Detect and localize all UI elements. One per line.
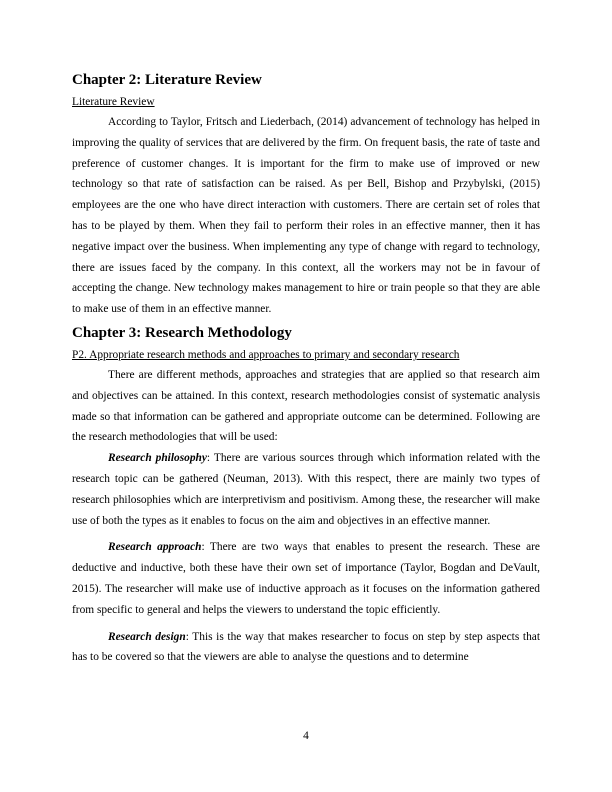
page-number: 4: [303, 730, 309, 742]
research-design-text: : This is the way that makes researcher to focus on step by step aspects that has to be covered so that the viewers are able to analyse the questions and to determine: [72, 630, 540, 664]
research-methods-subheading: P2. Appropriate research methods and approaches to primary and secondary research: [72, 348, 460, 361]
methodology-intro-paragraph: There are different methods, approaches and strategies that are applied so that research aim and objectives can be attained. In this context, research methodologies consist of systematic analysis made so that information can be gathered and appropriate outcome can be determined. Following are the research methodologies that will be used:: [72, 368, 540, 444]
research-philosophy-term: Research philosophy: [108, 452, 207, 465]
research-approach-text: : There are two ways that enables to present the research. These are deductive and inductive, both these have their own set of importance (Taylor, Bogdan and DeVault, 2015). The researcher will make use of inductive approach as it focuses on the information gathered from specific to general and helps the viewers to understand the topic efficiently.: [72, 541, 540, 616]
research-approach-term: Research approach: [108, 541, 202, 554]
research-approach-paragraph: [72, 537, 540, 620]
document-page: [72, 70, 540, 668]
research-philosophy-paragraph: [72, 448, 540, 531]
literature-review-subheading: Literature Review: [72, 96, 155, 108]
research-philosophy-text: : There are various sources through which information related with the research topic can be gathered (Neuman, 2013). With this respect, there are mainly two types of research philosophies which are interpretivism and positivism. Among these, the researcher will make use of both the types as it enables to focus on the aim and objectives in an effective manner.: [72, 452, 541, 527]
chapter-2-heading: Chapter 2: Literature Review: [72, 72, 262, 88]
literature-review-paragraph: According to Taylor, Fritsch and Liederbach, (2014) advancement of technology has helped in improving the quality of services that are delivered by the firm. On frequent basis, the rate of taste and preference of customer changes. It is important for the firm to make use of improved or new technology so that rate of satisfaction can be raised. As per Bell, Bishop and Przybylski, (2015) employees are the one who have direct interaction with customers. There are certain set of roles that has to be played by them. When they fail to perform their roles in an effective manner, then it has negative impact over the business. When implementing any type of change with regard to technology, there are issues faced by the company. In this context, all the workers may not be in favour of accepting the change. New technology makes management to hire or train people so that they are able to make use of them in an effective manner.: [72, 116, 540, 316]
chapter-3-heading: Chapter 3: Research Methodology: [72, 324, 292, 341]
research-design-paragraph: [72, 627, 540, 669]
research-design-term: Research design: [108, 630, 186, 643]
